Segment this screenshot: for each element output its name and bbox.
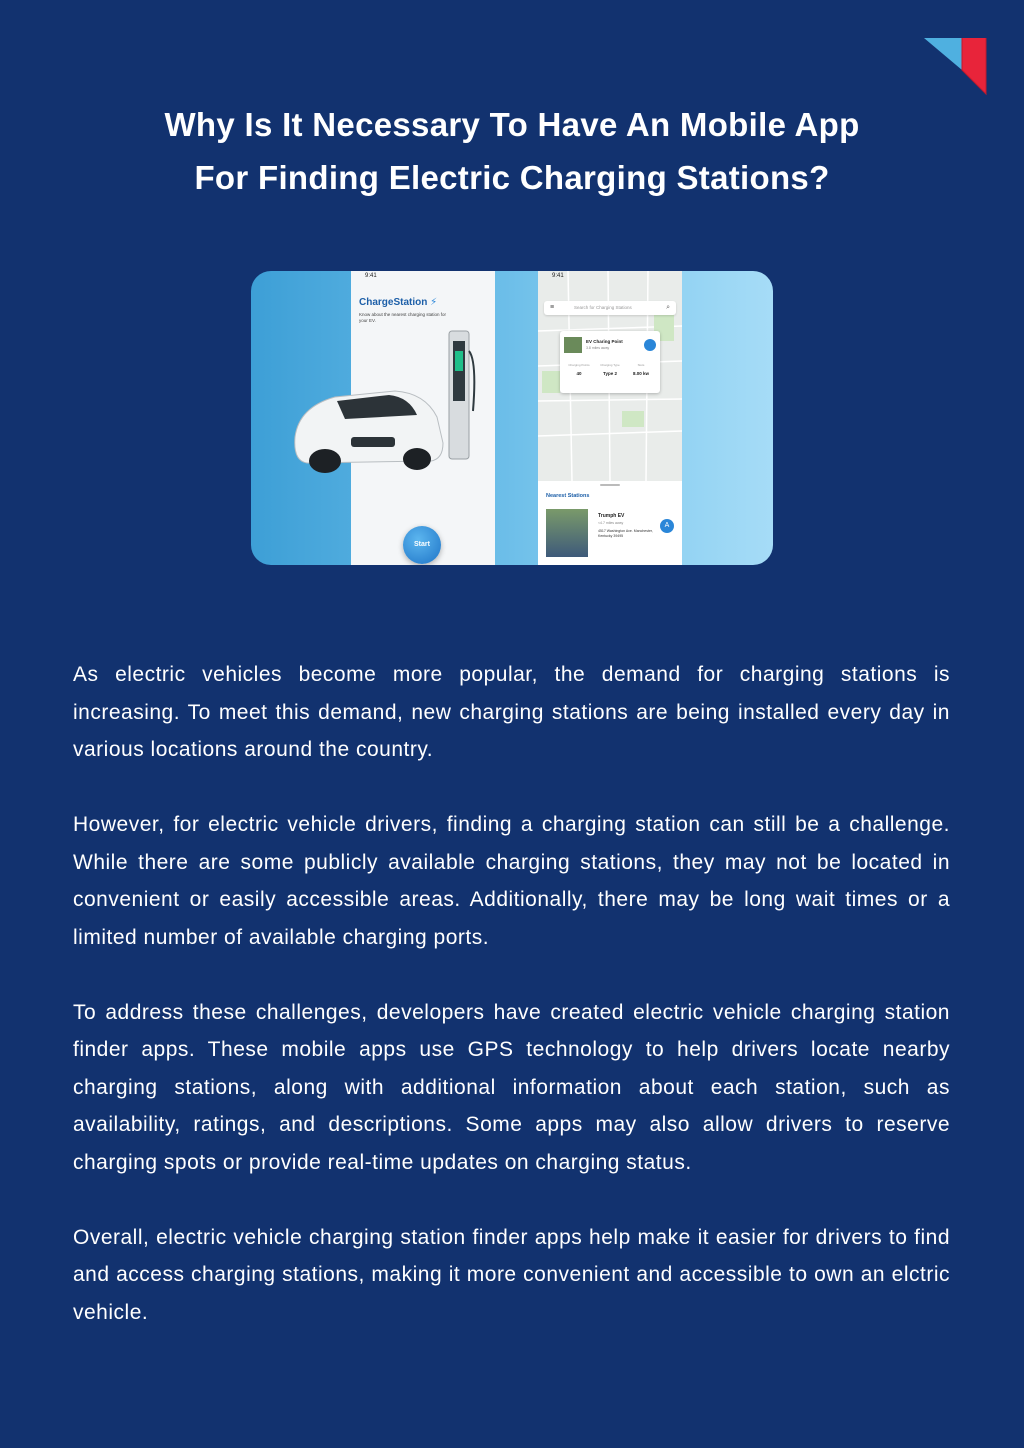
app-brand: ChargeStation ⚡ — [359, 297, 438, 308]
stat-item: Charging Type Type 2 — [600, 363, 620, 376]
start-button: Start — [403, 526, 441, 564]
map-view — [538, 271, 682, 481]
station-name: EV Charing Point — [586, 339, 623, 344]
stat-item: Charging Points 40 — [568, 363, 590, 376]
phone-screen-map — [538, 271, 682, 565]
nearest-stations-sheet — [538, 481, 682, 565]
station-thumbnail — [564, 337, 582, 353]
car-icon — [285, 367, 450, 477]
sheet-handle — [600, 484, 620, 486]
nearest-station-distance: <4.7 miles away — [598, 521, 624, 525]
paragraph: Overall, electric vehicle charging station finder apps help make it easier for drivers to find and access charging stations, making it more convenient and accessible to own an elctric vehicle. — [73, 1225, 950, 1324]
stat-item: Slots 8.00 kw — [632, 363, 649, 376]
station-photo — [546, 509, 588, 557]
station-distance: 3.8 miles away — [586, 346, 610, 350]
directions-icon — [644, 339, 656, 351]
nearest-station-name: Trumph EV — [598, 513, 625, 519]
nearest-station-address: 4517 Washington Ave. Manchester, Kentucky 39495 — [598, 529, 653, 538]
paragraph: However, for electric vehicle drivers, finding a charging station can still be a challenge. While there are some publicly available charging stations, they may not be located in convenient or easily accessible areas. Additionally, there may be long wait times or a limited number of available charging ports. — [73, 813, 950, 949]
title-line-2: For Finding Electric Charging Stations? — [194, 159, 830, 196]
station-info-card — [560, 331, 660, 393]
menu-icon: ≡ — [550, 304, 555, 311]
navigate-icon: A — [660, 519, 674, 533]
brand-logo-icon — [922, 34, 990, 100]
article-body — [73, 656, 950, 1331]
paragraph: As electric vehicles become more popular, the demand for charging stations is increasing. To meet this demand, new charging stations are being installed every day in various locations around the country. — [73, 663, 950, 761]
app-tagline: Know about the nearest charging station for your EV. — [359, 312, 447, 323]
paragraph: To address these challenges, developers have created electric vehicle charging station finder apps. These mobile apps use GPS technology to help drivers locate nearby charging stations, along with additional information about each station, such as availability, ratings, and descriptions. Some apps may also allow drivers to reserve charging spots or provide real-time updates on charging status. — [73, 1000, 950, 1174]
search-placeholder: Search for Charging Stations — [574, 305, 632, 310]
sheet-heading: Nearest Stations — [546, 493, 590, 499]
hero-image — [251, 271, 773, 565]
page-title — [80, 98, 944, 204]
search-bar — [544, 301, 676, 315]
status-bar-time: 9:41 — [365, 273, 377, 279]
title-line-1: Why Is It Necessary To Have An Mobile App — [164, 106, 860, 143]
bolt-icon: ⚡ — [430, 297, 438, 308]
station-stats — [564, 363, 656, 376]
search-icon: ⌕ — [666, 304, 670, 311]
status-bar-time: 9:41 — [552, 273, 564, 279]
